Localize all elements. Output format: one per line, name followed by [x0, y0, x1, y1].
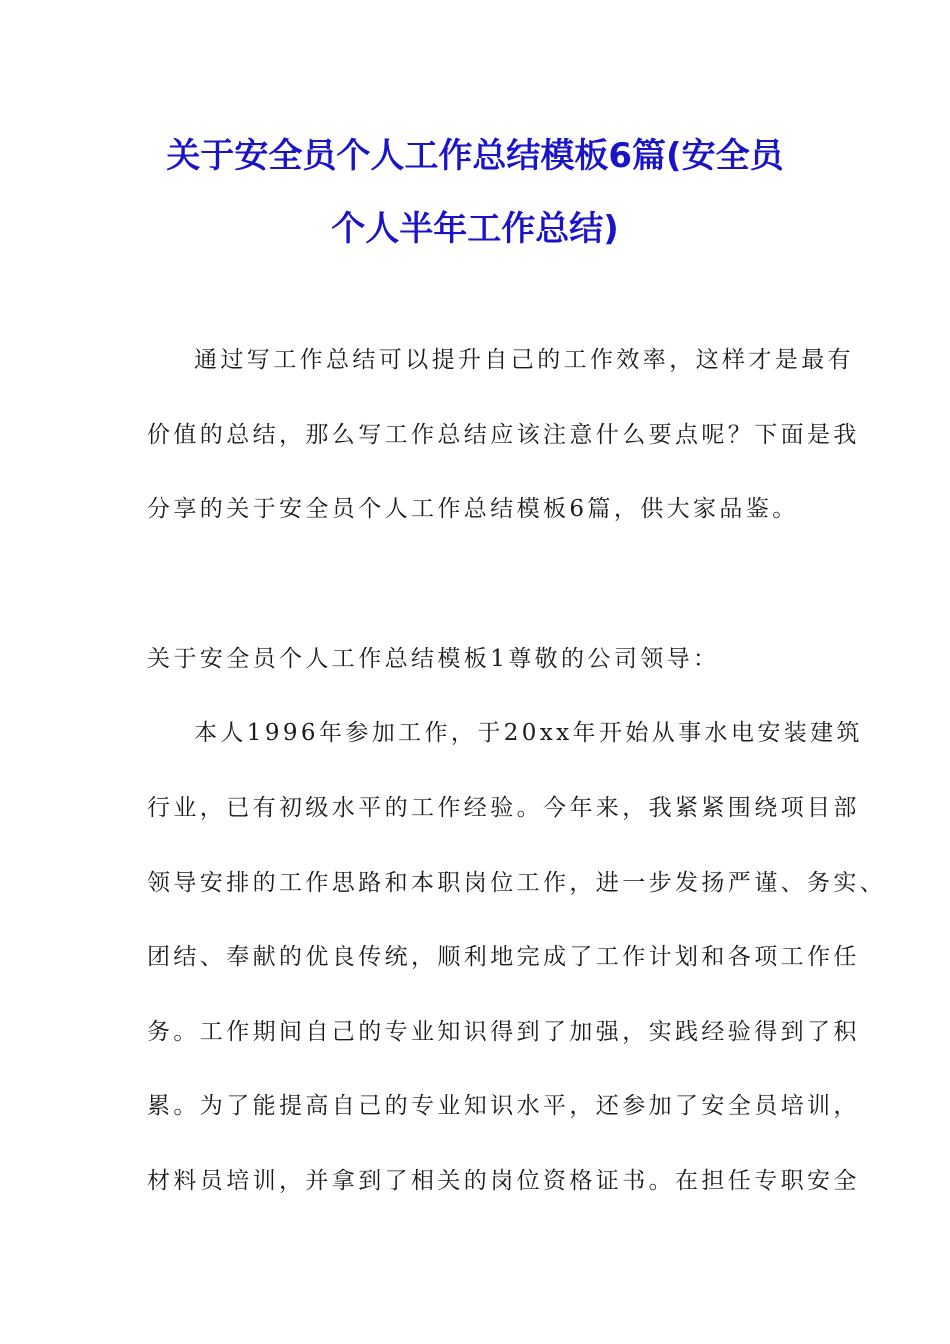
body-paragraph-line: 务。工作期间自己的专业知识得到了加强，实践经验得到了积	[147, 1019, 860, 1045]
body-paragraph-line: 本人1996年参加工作，于20xx年开始从事水电安装建筑	[194, 720, 863, 746]
body-paragraph-line: 领导安排的工作思路和本职岗位工作，进一步发扬严谨、务实、	[147, 870, 887, 896]
body-paragraph-line: 累。为了能提高自己的专业知识水平，还参加了安全员培训，	[147, 1093, 860, 1119]
body-paragraph-line: 材料员培训，并拿到了相关的岗位资格证书。在担任专职安全	[147, 1168, 860, 1194]
intro-paragraph-line: 分享的关于安全员个人工作总结模板6篇，供大家品鉴。	[147, 496, 799, 522]
intro-paragraph-line: 通过写工作总结可以提升自己的工作效率，这样才是最有	[194, 347, 854, 373]
body-paragraph-line: 行业，已有初级水平的工作经验。今年来，我紧紧围绕项目部	[147, 795, 860, 821]
document-title-line-2: 个人半年工作总结)	[331, 209, 619, 249]
document-title-line-1: 关于安全员个人工作总结模板6篇(安全员	[166, 136, 784, 176]
intro-paragraph-line: 价值的总结，那么写工作总结应该注意什么要点呢？下面是我	[147, 422, 860, 448]
body-paragraph-line: 团结、奉献的优良传统，顺利地完成了工作计划和各项工作任	[147, 944, 860, 970]
section-heading: 关于安全员个人工作总结模板1尊敬的公司领导：	[147, 646, 720, 672]
